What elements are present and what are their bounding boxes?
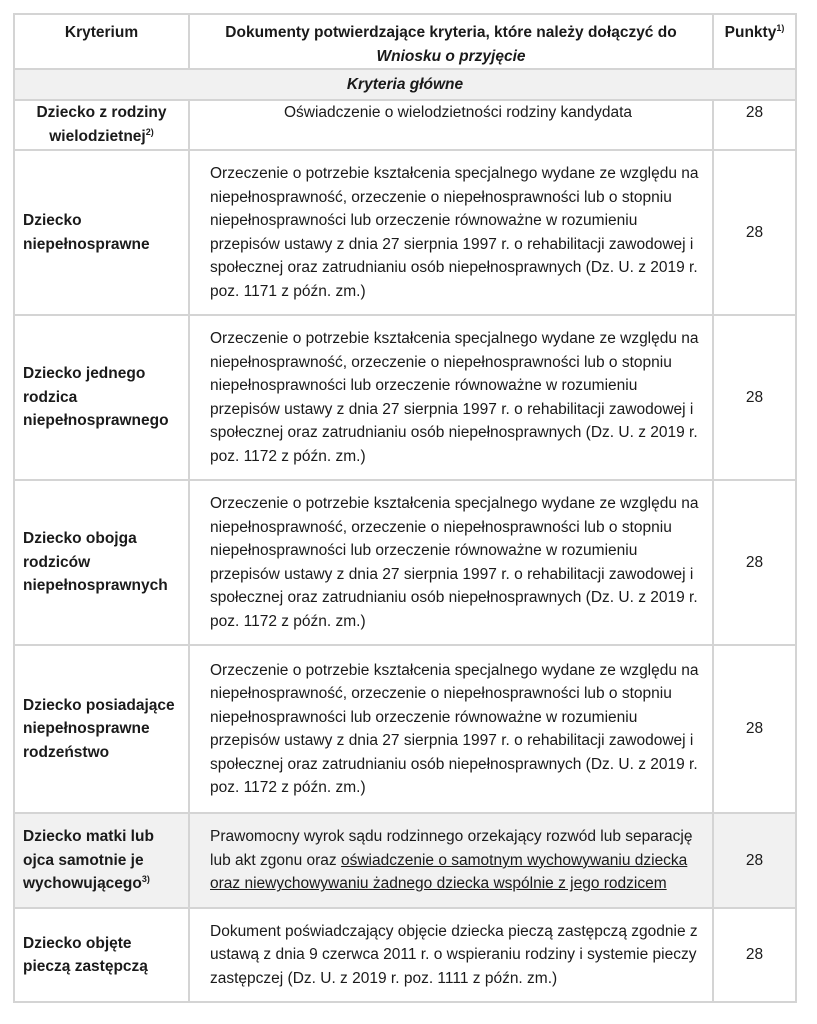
footnote-ref-3: 3) [141,874,150,885]
header-criterion: Kryterium [14,14,189,69]
header-points [713,14,796,69]
points-cell: 28 [713,100,796,150]
document-cell: Orzeczenie o potrzebie kształcenia specjalnego wydane ze względu na niepełnosprawność, orzeczenie o niepełnosprawności lub o stopniu niepełnosprawności lub orzeczenie równoważne w rozumieniu przepisów ustawy z dnia 27 sierpnia 1997 r. o rehabilitacji zawodowej i społecznej oraz zatrudnianiu osób niepełnosprawnych (Dz. U. z 2019 r. poz. 1172 z późn. zm.) [189,645,713,813]
document-cell: Oświadczenie o wielodzietności rodziny kandydata [189,100,713,150]
criterion-text: Dziecko matki lub ojca samotnie je wychowującego [23,828,154,893]
criterion-text: Dziecko z rodziny wielodzietnej [36,104,167,145]
table-row [14,150,796,315]
table-row [14,100,796,150]
underlined-statement: oświadczenie o samotnym wychowywaniu dziecka oraz niewychowywaniu żadnego dziecka wspólnie z jego rodzicem [210,851,688,893]
table-row [14,480,796,645]
section-title: Kryteria główne [14,69,796,100]
criterion-cell: Dziecko obojga rodziców niepełnosprawnych [14,480,189,645]
criterion-cell: Dziecko posiadające niepełnosprawne rodzeństwo [14,645,189,813]
points-cell: 28 [713,908,796,1002]
document-cell: Orzeczenie o potrzebie kształcenia specjalnego wydane ze względu na niepełnosprawność, orzeczenie o niepełnosprawności lub o stopniu niepełnosprawności lub orzeczenie równoważne w rozumieniu przepisów ustawy z dnia 27 sierpnia 1997 r. o rehabilitacji zawodowej i społecznej oraz zatrudnianiu osób niepełnosprawnych (Dz. U. z 2019 r. poz. 1172 z późn. zm.) [189,480,713,645]
document-cell: Orzeczenie o potrzebie kształcenia specjalnego wydane ze względu na niepełnosprawność, orzeczenie o niepełnosprawności lub o stopniu niepełnosprawności lub orzeczenie równoważne w rozumieniu przepisów ustawy z dnia 27 sierpnia 1997 r. o rehabilitacji zawodowej i społecznej oraz zatrudnianiu osób niepełnosprawnych (Dz. U. z 2019 r. poz. 1171 z późn. zm.) [189,150,713,315]
document-cell: Orzeczenie o potrzebie kształcenia specjalnego wydane ze względu na niepełnosprawność, orzeczenie o niepełnosprawności lub o stopniu niepełnosprawności lub orzeczenie równoważne w rozumieniu przepisów ustawy z dnia 27 sierpnia 1997 r. o rehabilitacji zawodowej i społecznej oraz zatrudnianiu osób niepełnosprawnych (Dz. U. z 2019 r. poz. 1172 z późn. zm.) [189,315,713,480]
criterion-cell [14,100,189,150]
document-cell [189,813,713,908]
points-cell: 28 [713,645,796,813]
table-row [14,645,796,813]
document-text: Prawomocny wyrok sądu rodzinnego orzekający rozwód lub separację lub akt zgonu oraz [210,828,693,869]
document-cell: Dokument poświadczający objęcie dziecka pieczą zastępczą zgodnie z ustawą z dnia 9 czerwca 2011 r. o wspieraniu rodziny i systemie pieczy zastępczej (Dz. U. z 2019 r. poz. 1111 z późn. zm.) [189,908,713,1002]
table-row [14,315,796,480]
header-documents-line2: Wniosku o przyjęcie [376,47,526,65]
header-row [14,14,796,69]
header-documents [189,14,713,69]
points-cell: 28 [713,480,796,645]
points-cell: 28 [713,150,796,315]
table-row [14,908,796,1002]
footnote-ref-2: 2) [145,126,154,137]
table-row [14,813,796,908]
criterion-cell: Dziecko objęte pieczą zastępczą [14,908,189,1002]
criterion-cell: Dziecko jednego rodzica niepełnosprawnego [14,315,189,480]
header-documents-line1: Dokumenty potwierdzające kryteria, które należy dołączyć do [225,24,677,41]
points-cell: 28 [713,813,796,908]
header-points-label: Punkty [724,24,777,41]
points-cell: 28 [713,315,796,480]
section-row [14,69,796,100]
admission-criteria-table [13,13,797,1003]
criterion-cell [14,813,189,908]
footnote-ref-1: 1) [776,22,785,33]
criterion-cell: Dziecko niepełnosprawne [14,150,189,315]
